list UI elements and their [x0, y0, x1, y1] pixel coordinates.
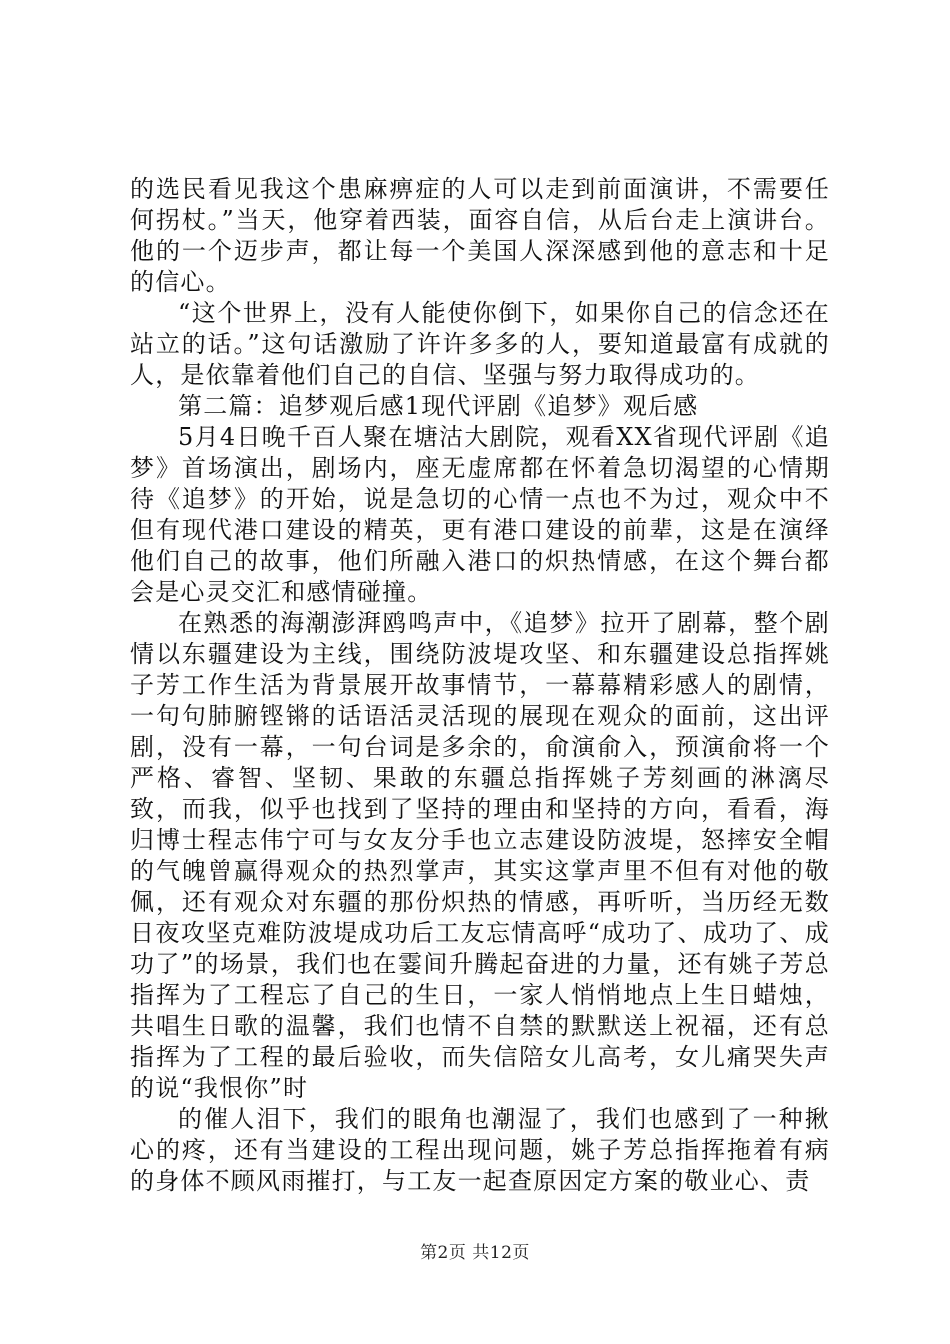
paragraph-continuation: 的选民看见我这个患麻痹症的人可以走到前面演讲，不需要任何拐杖。”当天，他穿着西装，面容自信，从后台走上演讲台。他的一个迈步声，都让每一个美国人深深感到他的意志和十足的信心。 [130, 175, 830, 296]
paragraph-quote: “这个世界上，没有人能使你倒下，如果你自己的信念还在站立的话。”这句话激励了许许多多的人，要知道最富有成就的人，是依靠着他们自己的自信、坚强与努力取得成功的。 [130, 299, 830, 389]
document-body [130, 174, 830, 1197]
section-heading: 第二篇：追梦观后感1现代评剧《追梦》观后感 [178, 392, 699, 420]
page-number-footer: 第2页 共12页 [420, 1243, 530, 1263]
paragraph-plot-description: 在熟悉的海潮澎湃鸥鸣声中，《追梦》拉开了剧幕，整个剧情以东疆建设为主线，围绕防波堤攻坚、和东疆建设总指挥姚子芳工作生活为背景展开故事情节，一幕幕精彩感人的剧情，一句句肺腑铿锵的话语活灵活现的展现在观众的面前，这出评剧，没有一幕，一句台词是多余的，俞演俞入，预演俞将一个严格、睿智、坚韧、果敢的东疆总指挥姚子芳刻画的淋漓尽致，而我，似乎也找到了坚持的理由和坚持的方向，看看，海归博士程志伟宁可与女友分手也立志建设防波堤，怒摔安全帽的气魄曾赢得观众的热烈掌声，其实这掌声里不但有对他的敬佩，还有观众对东疆的那份炽热的情感，再听听，当历经无数日夜攻坚克难防波堤成功后工友忘情高呼“成功了、成功了、成功了”的场景，我们也在霎间升腾起奋进的力量，还有姚子芳总指挥为了工程忘了自己的生日，一家人悄悄地点上生日蜡烛，共唱生日歌的温馨，我们也情不自禁的默默送上祝福，还有总指挥为了工程的最后验收，而失信陪女儿高考，女儿痛哭失声的说“我恨你”时 [130, 609, 830, 1102]
paragraph-performance-intro: 5月4日晚千百人聚在塘沽大剧院，观看XX省现代评剧《追梦》首场演出，剧场内，座无虚席都在怀着急切渴望的心情期待《追梦》的开始，说是急切的心情一点也不为过，观众中不但有现代港口建设的精英，更有港口建设的前辈，这是在演绎他们自己的故事，他们所融入港口的炽热情感，在这个舞台都会是心灵交汇和感情碰撞。 [130, 423, 830, 606]
paragraph-emotional-response: 的催人泪下，我们的眼角也潮湿了，我们也感到了一种揪心的疼，还有当建设的工程出现问题，姚子芳总指挥拖着有病的身体不顾风雨摧打，与工友一起查原因定方案的敬业心、责 [130, 1105, 830, 1195]
